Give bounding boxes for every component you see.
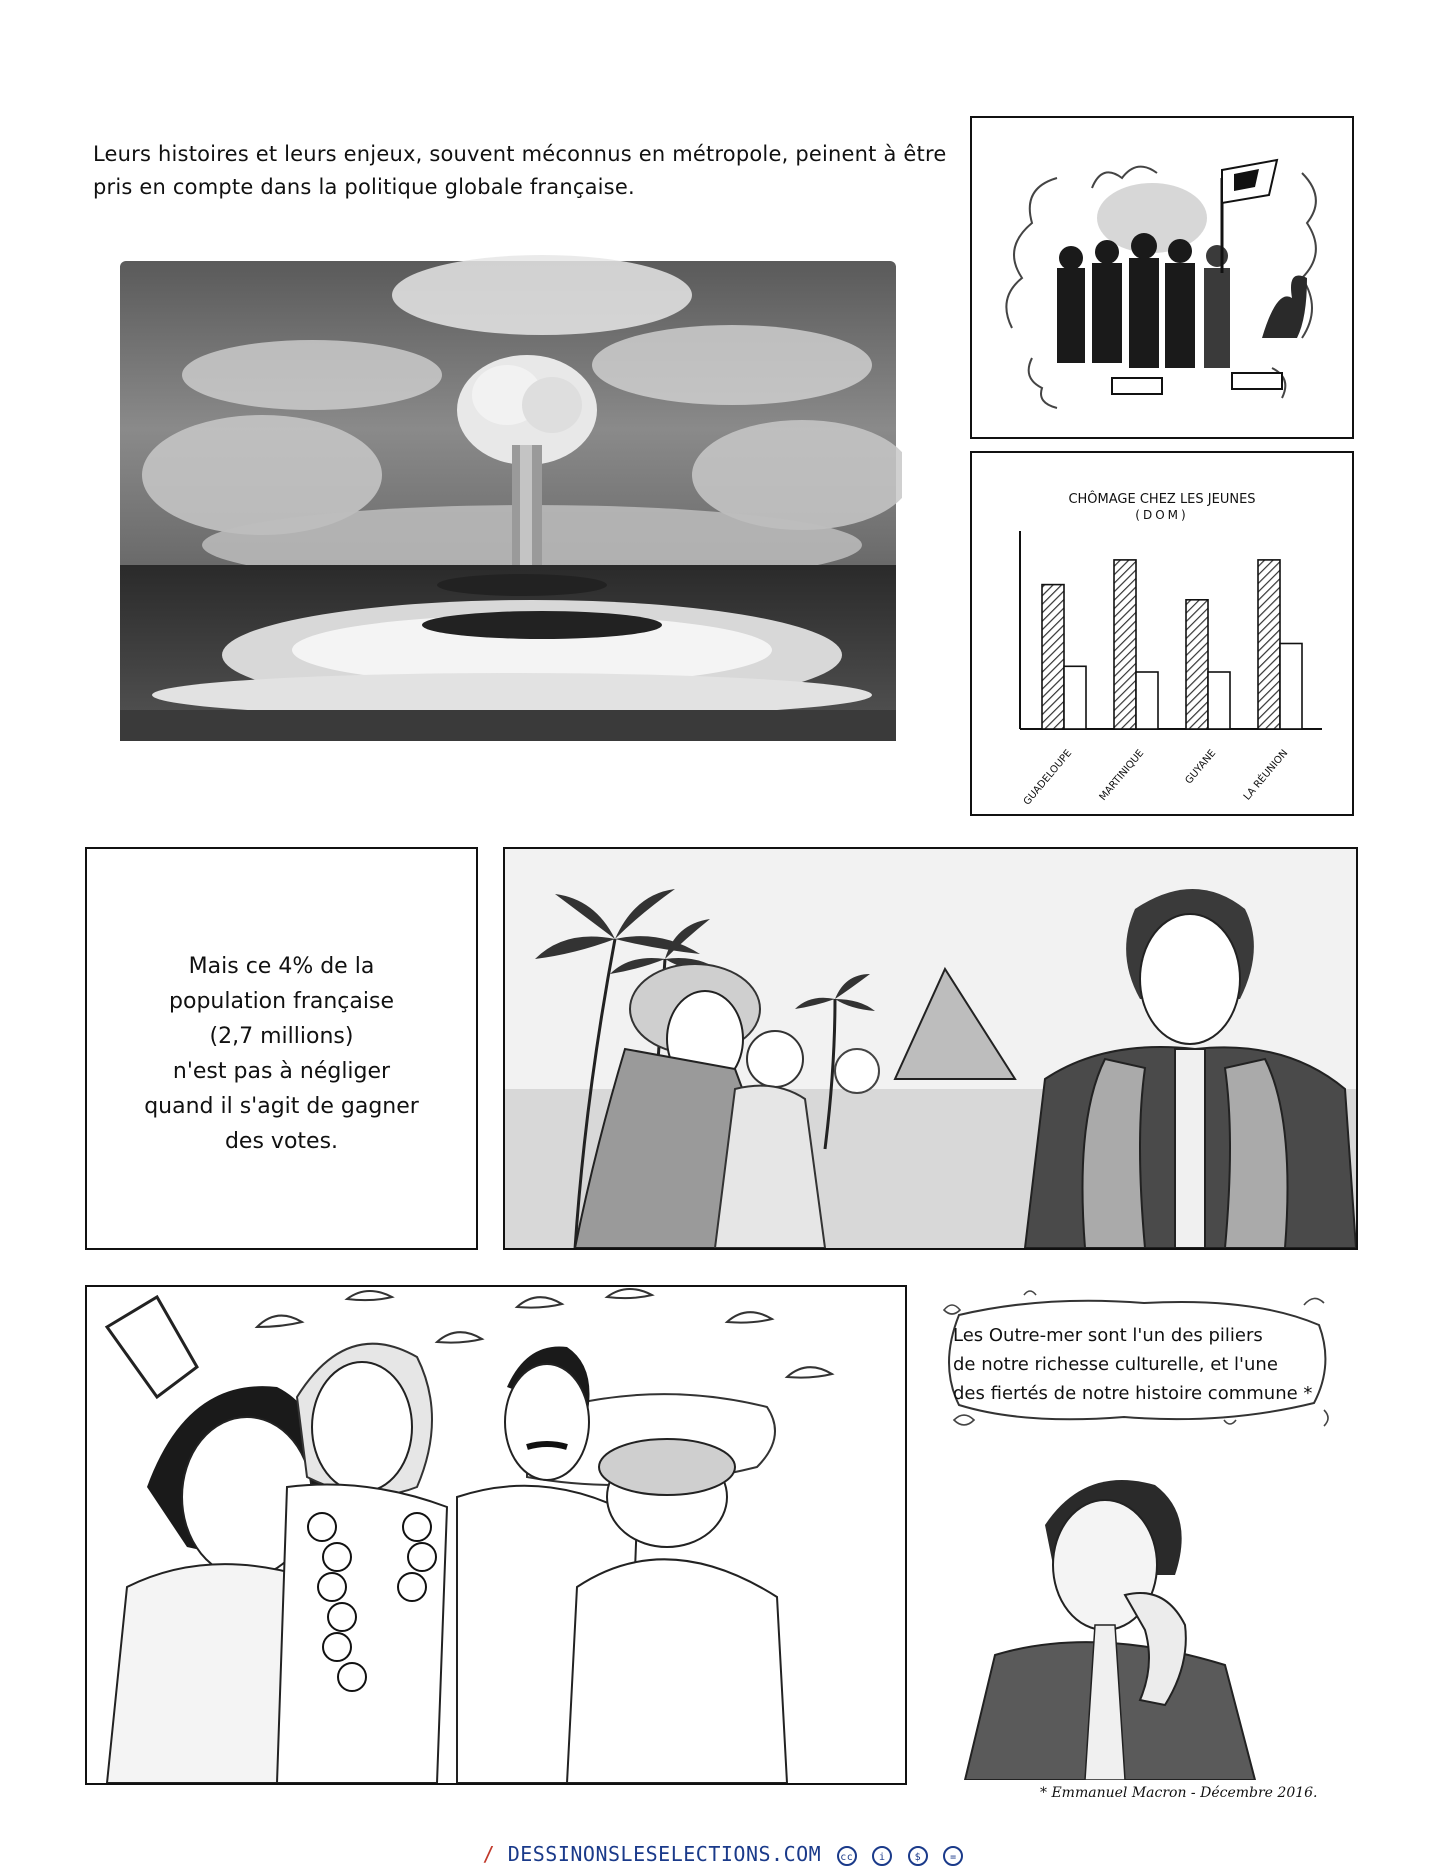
flag-icon: /	[482, 1842, 496, 1866]
intro-caption	[93, 138, 963, 204]
bar-larunion-2	[1280, 644, 1302, 730]
bar-larunion-1	[1258, 560, 1280, 729]
text-box-line-6: des votes.	[224, 1129, 339, 1154]
category-label-martinique: MARTINIQUE	[1097, 747, 1147, 803]
chart-subtitle: (DOM)	[1135, 508, 1189, 522]
bar-guyane-1	[1186, 600, 1208, 729]
site-link[interactable]: DESSINONSLESELECTIONS.COM	[507, 1842, 822, 1866]
cc-icon: cc	[837, 1846, 857, 1866]
text-box-line-1: Mais ce 4% de la	[188, 954, 375, 979]
portrait-sketch	[955, 1455, 1280, 1780]
bar-guadeloupe-2	[1064, 666, 1086, 729]
text-box-line-3: (2,7 millions)	[209, 1024, 354, 1049]
intro-line-1: Leurs histoires et leurs enjeux, souvent méconnus en métropole, peinent à être	[93, 142, 947, 166]
category-label-larunion: LA RÉUNION	[1241, 747, 1291, 803]
quote-footnote-star: *	[1303, 1383, 1313, 1404]
group-bananas-panel	[85, 1285, 907, 1785]
attribution-icon: i	[872, 1846, 892, 1866]
intro-line-2: pris en compte dans la politique globale française.	[93, 175, 635, 199]
text-box-line-2: population française	[169, 989, 394, 1014]
quote-line-2: de notre richesse culturelle, et l'une	[953, 1354, 1278, 1375]
category-label-guyane: GUYANE	[1183, 747, 1219, 787]
category-labels	[1022, 747, 1291, 808]
text-box-content	[87, 949, 476, 1159]
text-box-line-5: quand il s'agit de gagner	[144, 1094, 419, 1119]
quote-credit: * Emmanuel Macron - Décembre 2016.	[1040, 1785, 1318, 1801]
quote-text	[953, 1321, 1313, 1408]
text-box-line-4: n'est pas à négliger	[172, 1059, 391, 1084]
politician-tropics-panel	[503, 847, 1358, 1250]
quote-line-1: Les Outre-mer sont l'un des piliers	[953, 1325, 1263, 1346]
protest-panel	[970, 116, 1354, 439]
bar-chart	[972, 453, 1352, 814]
noderivatives-icon: =	[943, 1846, 963, 1866]
bar-martinique-1	[1114, 560, 1136, 729]
footer	[0, 1842, 1446, 1866]
noncommercial-icon: $	[908, 1846, 928, 1866]
category-label-guadeloupe: GUADELOUPE	[1021, 747, 1075, 808]
text-box-panel	[85, 847, 478, 1250]
bar-group	[1042, 560, 1302, 729]
bar-martinique-2	[1136, 672, 1158, 729]
quote-line-3	[953, 1379, 1313, 1408]
chart-panel	[970, 451, 1354, 816]
quote-line-3-text: des fiertés de notre histoire commune	[953, 1383, 1298, 1404]
bar-guyane-2	[1208, 672, 1230, 729]
chart-title: CHÔMAGE CHEZ LES JEUNES	[1068, 492, 1256, 507]
nuclear-test-illustration	[112, 255, 902, 747]
bar-guadeloupe-1	[1042, 585, 1064, 729]
